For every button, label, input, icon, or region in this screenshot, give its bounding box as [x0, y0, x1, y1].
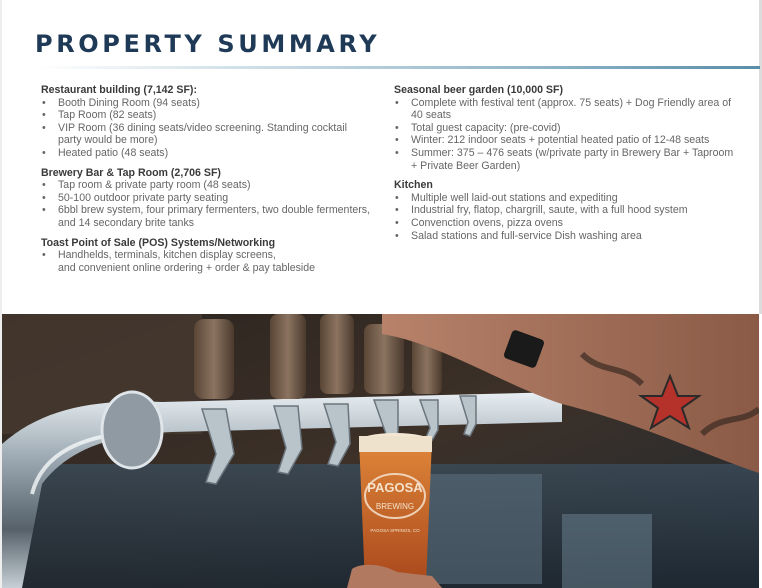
bullet-list — [394, 192, 734, 242]
glass-logo-text: PAGOSA — [367, 480, 423, 495]
bullet-item: • Handhelds, terminals, kitchen display screens, — [41, 249, 371, 262]
bullet-item: • 6bbl brew system, four primary fermenters, two double fermenters, and 14 secondary brite tanks — [41, 204, 371, 229]
bullet-item: • Summer: 375 – 476 seats (w/private party in Brewery Bar + Taproom + Private Beer Garden) — [394, 147, 734, 172]
section-kitchen — [394, 179, 734, 242]
section-heading: Seasonal beer garden (10,000 SF) — [394, 84, 563, 96]
section-restaurant-building — [41, 84, 371, 160]
bullet-item: • Total guest capacity: (pre-covid) — [394, 122, 734, 135]
section-heading: Toast Point of Sale (POS) Systems/Networking — [41, 236, 276, 249]
bullet-list — [41, 249, 371, 274]
bullet-item: • Salad stations and full-service Dish washing area — [394, 230, 734, 243]
bullet-item: • Industrial fry, flatop, chargrill, saute, with a full hood system — [394, 204, 734, 217]
bullet-item: • Multiple well laid-out stations and expediting — [394, 192, 734, 205]
beer-tap-illustration — [2, 314, 759, 588]
section-heading: Kitchen — [394, 179, 433, 192]
glass-logo-subtext: BREWING — [375, 502, 415, 511]
beer-tap-photo — [2, 314, 759, 588]
bullet-item: • VIP Room (36 dining seats/video screening. Standing cocktail party would be more) — [41, 122, 371, 147]
title-underline-rule — [36, 66, 760, 69]
right-column — [394, 84, 734, 249]
bullet-list — [394, 97, 734, 173]
section-heading: Brewery Bar & Tap Room (2,706 SF) — [41, 166, 221, 179]
bullet-item: • Winter: 212 indoor seats + potential heated patio of 12-48 seats — [394, 134, 734, 147]
section-brewery-bar — [41, 167, 371, 230]
bullet-continuation: and convenient online ordering + order & pay tableside — [58, 261, 316, 274]
bullet-item: • Complete with festival tent (approx. 75 seats) + Dog Friendly area of 40 seats — [394, 97, 734, 122]
section-heading: Restaurant building (7,142 SF): — [41, 84, 197, 96]
bullet-item: • Tap Room (82 seats) — [41, 109, 371, 122]
page-title: PROPERTY SUMMARY — [35, 30, 381, 58]
glass-logo-location: PAGOSA SPRINGS, CO — [370, 528, 420, 533]
bullet-item: • Tap room & private party room (48 seats) — [41, 179, 371, 192]
left-column — [41, 84, 371, 281]
bullet-item: • Convenction ovens, pizza ovens — [394, 217, 734, 230]
bullet-item: • Heated patio (48 seats) — [41, 147, 371, 160]
bullet-list — [41, 179, 371, 229]
bullet-list — [41, 97, 371, 160]
bullet-item: • Booth Dining Room (94 seats) — [41, 97, 371, 110]
section-pos-systems — [41, 237, 371, 275]
bullet-item: • 50-100 outdoor private party seating — [41, 192, 371, 205]
section-beer-garden — [394, 84, 734, 172]
